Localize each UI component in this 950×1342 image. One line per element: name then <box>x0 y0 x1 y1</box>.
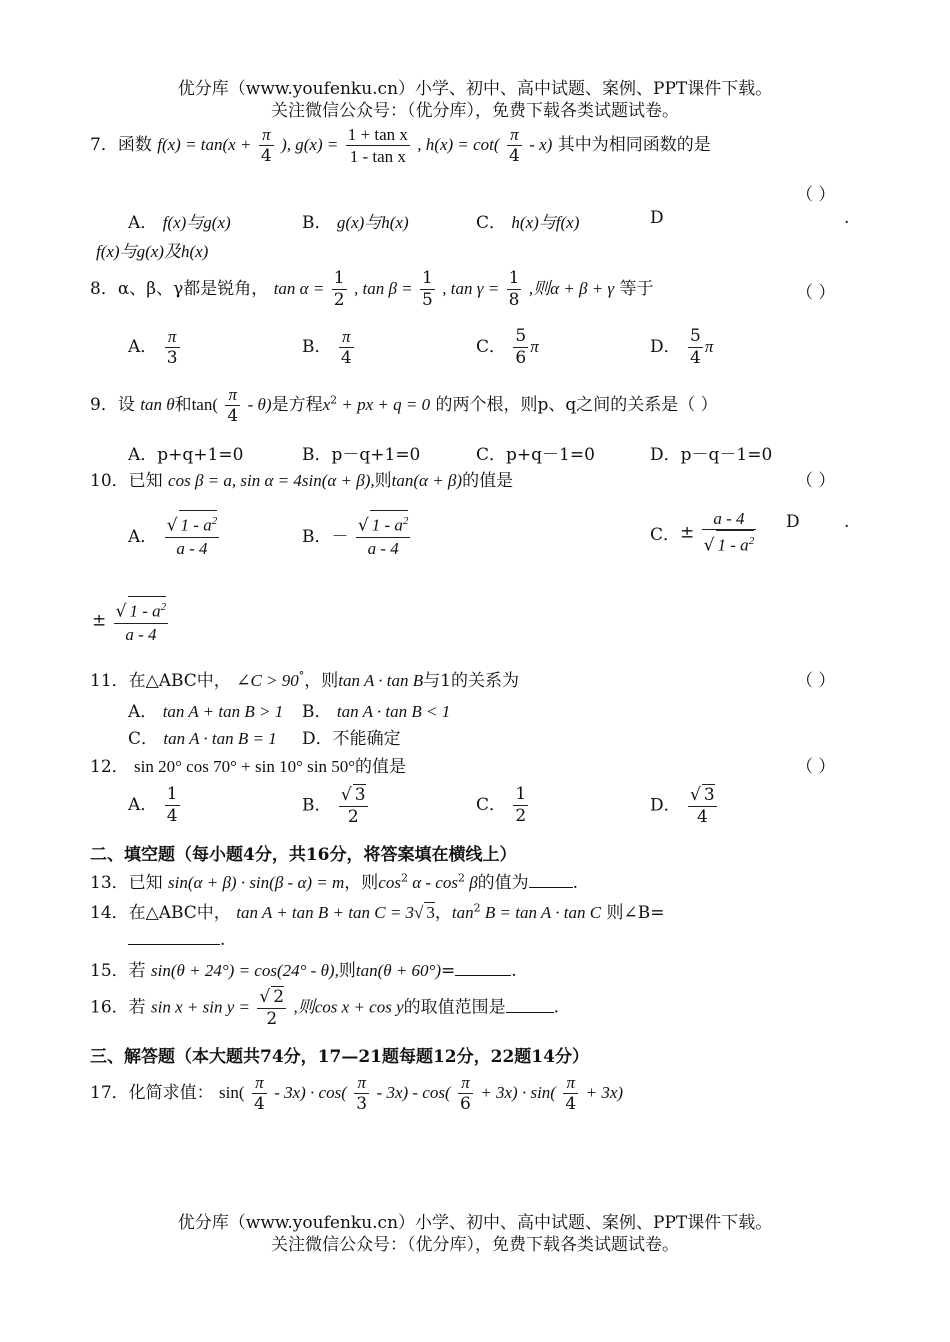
q7-option-a[interactable]: A． f(x)与g(x) <box>128 213 231 233</box>
q9-equation: + px + q = 0 <box>337 395 431 414</box>
q14-answer-blank[interactable] <box>128 928 220 945</box>
q10-given: cos β = a, sin α = 4sin(α + β), <box>168 471 375 490</box>
question-13-number: 13．已知 <box>90 873 163 893</box>
q12-tail: 的值是 <box>355 757 407 777</box>
q11-then: ，则 <box>304 671 339 691</box>
q14-root-3: 3 <box>426 903 435 922</box>
question-12 <box>90 752 406 777</box>
question-17-number: 17．化简求值： <box>90 1083 214 1103</box>
q17-part-5: + 3x) <box>585 1083 624 1102</box>
q10-option-d-label[interactable]: D <box>786 512 800 532</box>
q7-answer-paren: （ ） <box>796 185 836 205</box>
q11-option-a[interactable]: A． tan A + tan B > 1 <box>128 702 284 722</box>
q14-relation: B = tan A · tan C <box>480 903 602 922</box>
q16-end: . <box>553 997 560 1018</box>
q13-answer-blank[interactable] <box>529 871 573 888</box>
q16-then: ,则 <box>293 997 315 1017</box>
question-10 <box>90 466 513 491</box>
q7-fraction-pi-4-b: $\frac{\pi}{4}$ <box>508 125 520 166</box>
q8-fraction-1-8: $\frac{1}{8}$ <box>508 268 520 310</box>
q12-expression: sin 20° cos 70° + sin 10° sin 50° <box>134 757 356 776</box>
q13-end: . <box>572 873 579 893</box>
q16-fraction-root2-2: $\frac{√ 2}{2}$ <box>259 987 285 1029</box>
q8-sum: ,则α + β + γ <box>528 279 615 298</box>
question-11 <box>90 666 519 691</box>
footer-line-2: 关注微信公众号：（优分库），免费下载各类试题试卷。 <box>271 1235 679 1255</box>
q9-option-b[interactable]: B．p－q+1=0 <box>302 445 421 465</box>
question-9 <box>90 384 718 427</box>
q12-option-b[interactable]: B． $\frac{√ 3}{2}$ <box>302 785 366 827</box>
q7-h-tail: - x) <box>529 135 553 154</box>
section-3-title: 三、解答题（本大题共74分，17—21题每题12分，22题14分） <box>90 1047 589 1067</box>
question-13 <box>90 868 578 893</box>
q13-given: sin(α + β) · sin(β - α) = m <box>168 873 345 892</box>
q11-option-b[interactable]: B． tan A · tan B < 1 <box>302 702 451 722</box>
q15-answer-blank[interactable] <box>455 959 511 976</box>
q8-fraction-1-2: $\frac{1}{2}$ <box>333 268 345 310</box>
q8-tan-beta: , tan β = <box>353 279 413 298</box>
q10-option-b[interactable]: B．－ $\frac{√ 1 - a^2}{a - 4}$ <box>302 510 412 559</box>
section-2-title: 二、填空题（每小题4分，共16分，将答案填在横线上） <box>90 845 517 865</box>
q13-cos-2: α - cos <box>407 873 458 892</box>
q9-minus-theta: - θ) <box>247 395 272 414</box>
q9-option-a[interactable]: A．p+q+1=0 <box>128 445 244 465</box>
q14-square: 2 <box>473 901 481 915</box>
q7-option-b[interactable]: B． g(x)与h(x) <box>302 213 409 233</box>
q9-option-c[interactable]: C．p+q－1=0 <box>476 445 595 465</box>
q15-equals: = <box>441 961 456 981</box>
q16-given: sin x + sin y = <box>151 997 251 1017</box>
q7-option-d-label[interactable]: D <box>650 208 664 228</box>
q13-beta: β <box>464 873 478 892</box>
q12-option-c[interactable]: C． $\frac{1}{2}$ <box>476 784 527 826</box>
q7-fraction-pi-4: $\frac{\pi}{4}$ <box>260 125 272 166</box>
q11-condition: ∠C > 90 <box>236 671 299 690</box>
header-line-2: 关注微信公众号：（优分库），免费下载各类试题试卷。 <box>271 101 679 121</box>
q10-tail: 的值是 <box>462 471 514 491</box>
question-15 <box>90 956 517 981</box>
q16-answer-blank[interactable] <box>506 996 554 1013</box>
q11-tail: 与1的关系为 <box>423 671 519 691</box>
q8-fraction-1-5: $\frac{1}{5}$ <box>422 268 433 310</box>
q10-option-d-dot: . <box>844 512 850 532</box>
q7-g-def: ), g(x) = <box>281 135 339 154</box>
question-10-number: 10．已知 <box>90 471 163 491</box>
q11-degree: ° <box>298 669 305 683</box>
question-15-number: 15．若 <box>90 961 146 981</box>
q13-sq-2: 2 <box>457 871 465 885</box>
q8-option-d[interactable]: D． $\frac{5}{4}$ π <box>650 326 714 368</box>
q14-end: . <box>220 930 226 950</box>
q13-tail: 的值为 <box>477 873 529 893</box>
q7-tail: 其中为相同函数的是 <box>557 135 711 155</box>
q14-tan: tan <box>451 903 474 922</box>
question-16-number: 16．若 <box>90 997 146 1018</box>
q9-x: x <box>322 395 331 414</box>
q7-f-def: f(x) = tan(x + <box>157 135 252 154</box>
q11-answer-paren: （ ） <box>796 671 836 691</box>
q8-option-a[interactable]: A． $\frac{\pi}{3}$ <box>128 327 178 368</box>
q17-fraction-pi-4: $\frac{\pi}{4}$ <box>253 1073 265 1114</box>
q14-comma: ， <box>434 903 452 923</box>
q17-part-3: - 3x) - cos( <box>376 1083 451 1102</box>
header-line-1: 优分库（www.youfenku.cn）小学、初中、高中试题、案例、PPT课件下载。 <box>177 79 773 99</box>
q11-option-d[interactable]: D．不能确定 <box>302 729 401 749</box>
q13-sq-1: 2 <box>400 871 408 885</box>
question-7 <box>90 124 711 167</box>
q9-tail: 的两个根，则p、q之间的关系是（ ） <box>435 395 718 415</box>
q8-tan-alpha: tan α = <box>273 279 325 298</box>
q11-product: tan A · tan B <box>338 671 424 690</box>
q10-option-c[interactable]: C．± $\frac{a - 4}{√ 1 - a^2}$ <box>650 509 755 556</box>
q17-part-4: + 3x) · sin( <box>480 1083 556 1102</box>
q14-answer-line <box>128 928 225 950</box>
q8-tail: 等于 <box>619 279 654 299</box>
q13-cos: cos <box>378 873 401 892</box>
q14-given: tan A + tan B + tan C = 3 <box>236 903 415 922</box>
q11-option-c[interactable]: C． tan A · tan B = 1 <box>128 729 277 749</box>
question-8 <box>90 268 654 311</box>
q10-answer-paren: （ ） <box>796 471 836 491</box>
q8-option-c[interactable]: C． $\frac{5}{6}$ π <box>476 326 539 368</box>
question-11-number: 11．在△ABC中， <box>90 671 231 691</box>
q9-square: 2 <box>330 393 338 407</box>
q9-option-d[interactable]: D．p－q－1=0 <box>650 445 773 465</box>
q15-end: . <box>511 961 517 981</box>
q15-given: sin(θ + 24°) = cos(24° - θ), <box>151 961 339 980</box>
question-17 <box>90 1072 623 1115</box>
q17-fraction-pi-4-b: $\frac{\pi}{4}$ <box>565 1073 577 1114</box>
q7-option-c[interactable]: C． h(x)与f(x) <box>476 213 580 233</box>
q15-target: tan(θ + 60°) <box>355 961 442 980</box>
q17-part-1: sin( <box>219 1083 245 1102</box>
q17-part-2: - 3x) · cos( <box>274 1083 347 1102</box>
question-8-number: 8．α、β、γ都是锐角， <box>90 279 269 299</box>
q8-tan-gamma: , tan γ = <box>442 279 500 298</box>
q9-fraction-pi-4: $\frac{\pi}{4}$ <box>227 385 239 426</box>
q10-then: 则 <box>374 471 392 491</box>
q10-target: tan(α + β) <box>391 471 463 490</box>
question-14-number: 14．在△ABC中， <box>90 903 231 923</box>
q12-answer-paren: （ ） <box>796 757 836 777</box>
q12-option-a[interactable]: A． $\frac{1}{4}$ <box>128 784 178 826</box>
page-footer <box>0 1212 950 1256</box>
q10-option-d-value[interactable]: ± $\frac{√ 1 - a^2}{a - 4}$ <box>92 596 170 645</box>
q9-and: 和 <box>174 395 192 415</box>
q12-option-d[interactable]: D． $\frac{√ 3}{4}$ <box>650 785 715 827</box>
q7-option-d-value[interactable]: f(x)与g(x)及h(x) <box>96 242 209 261</box>
question-12-number: 12． <box>90 757 129 777</box>
q9-tan-open: tan( <box>191 395 218 414</box>
question-14: 14．在△ABC中， tan A + tan B + tan C = 3√ 3，$\tan^2 B = \tan A \cdot \tan C$ 则∠B= <box>90 901 665 923</box>
q8-answer-paren: （ ） <box>796 283 836 303</box>
footer-line-1: 优分库（www.youfenku.cn）小学、初中、高中试题、案例、PPT课件下载。 <box>177 1213 773 1233</box>
q17-fraction-pi-6: $\frac{\pi}{6}$ <box>460 1073 471 1114</box>
question-16 <box>90 986 559 1030</box>
q16-target: cos x + cos y <box>314 997 404 1017</box>
q10-option-a[interactable]: A． $\frac{√ 1 - a^2}{a - 4}$ <box>128 510 221 559</box>
q9-tan-theta: tan θ <box>140 395 175 414</box>
page-header <box>0 78 950 122</box>
q15-then: 则 <box>338 961 356 981</box>
q14-tail: 则∠B= <box>606 903 665 923</box>
q17-fraction-pi-3: $\frac{\pi}{3}$ <box>356 1073 368 1114</box>
q7-fraction-g: $\frac{\text{1 + tan x}}{\text{1 - tan x}}$ <box>347 125 408 166</box>
q9-is-root: 是方程 <box>271 395 323 415</box>
q16-tail: 的取值范围是 <box>403 997 506 1018</box>
q8-option-b[interactable]: B． $\frac{\pi}{4}$ <box>302 327 352 368</box>
q13-then: ，则 <box>344 873 379 893</box>
q7-h-def: , h(x) = cot( <box>417 135 500 154</box>
q7-option-d-dot: . <box>844 208 850 228</box>
question-7-number: 7．函数 <box>90 135 152 155</box>
question-9-number: 9．设 <box>90 395 135 415</box>
